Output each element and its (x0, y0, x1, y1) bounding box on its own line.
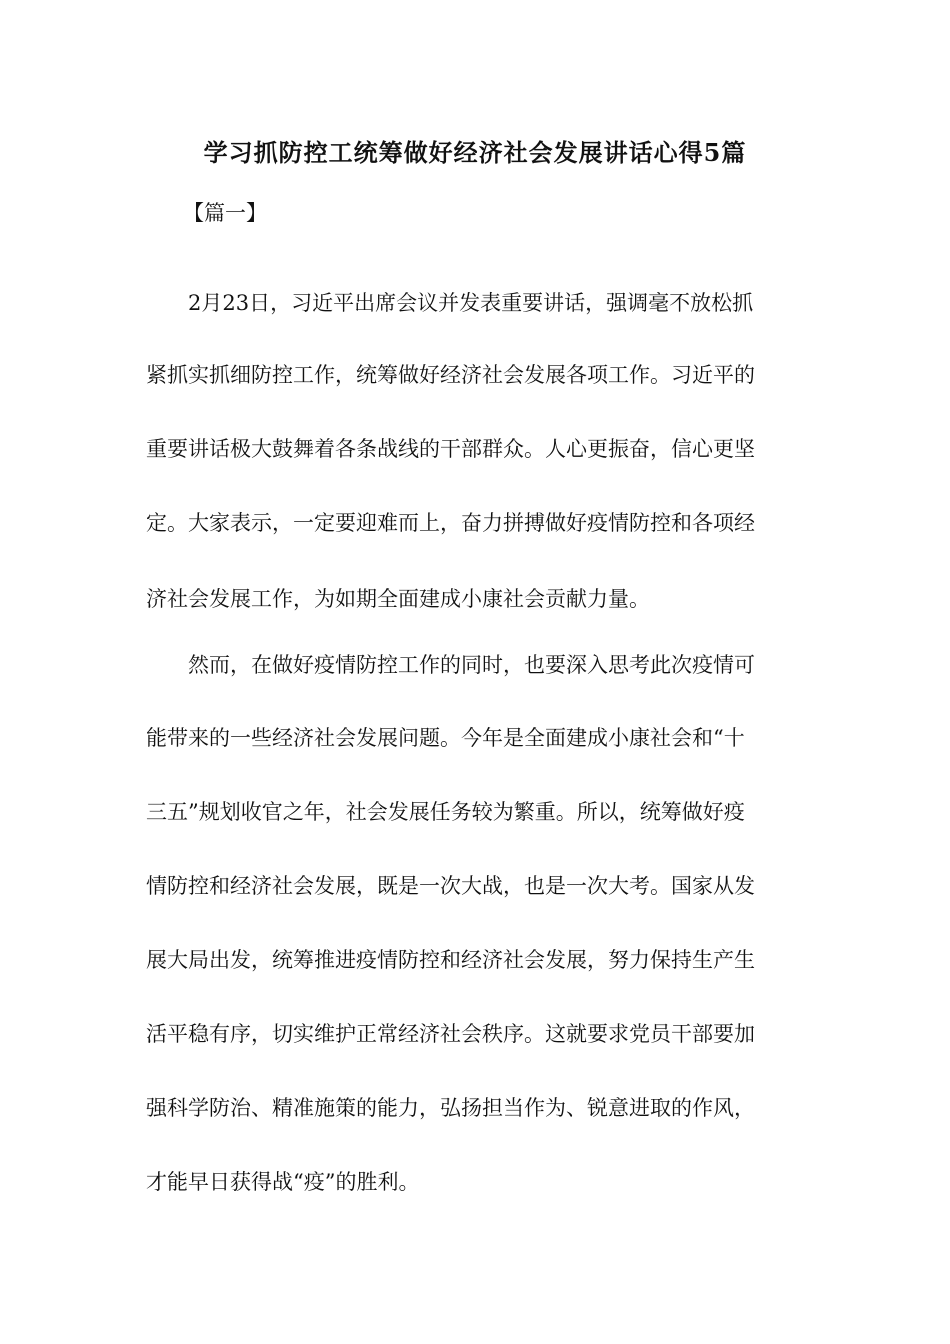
document-title: 学习抓防控工统筹做好经济社会发展讲话心得5篇 (203, 138, 747, 167)
paragraph-2-line-3: 三五”规划收官之年，社会发展任务较为繁重。所以，统筹做好疫 (146, 800, 745, 824)
paragraph-2-line-4: 情防控和经济社会发展，既是一次大战，也是一次大考。国家从发 (146, 874, 755, 898)
paragraph-1-line-2: 紧抓实抓细防控工作，统筹做好经济社会发展各项工作。习近平的 (146, 363, 755, 387)
paragraph-2-line-7: 强科学防治、精准施策的能力，弘扬担当作为、锐意进取的作风， (146, 1096, 755, 1120)
paragraph-1-line-5: 济社会发展工作，为如期全面建成小康社会贡献力量。 (146, 587, 650, 611)
paragraph-2-line-1: 然而，在做好疫情防控工作的同时，也要深入思考此次疫情可 (188, 653, 755, 677)
paragraph-2-line-8: 才能早日获得战“疫”的胜利。 (146, 1170, 420, 1194)
section-label: 【篇一】 (183, 201, 267, 225)
paragraph-1-line-1: 2月23日，习近平出席会议并发表重要讲话，强调毫不放松抓 (188, 291, 754, 315)
paragraph-2-line-2: 能带来的一些经济社会发展问题。今年是全面建成小康社会和“十 (146, 726, 745, 750)
paragraph-2-line-6: 活平稳有序，切实维护正常经济社会秩序。这就要求党员干部要加 (146, 1022, 755, 1046)
paragraph-1-line-4: 定。大家表示，一定要迎难而上，奋力拼搏做好疫情防控和各项经 (146, 511, 755, 535)
paragraph-1-line-3: 重要讲话极大鼓舞着各条战线的干部群众。人心更振奋，信心更坚 (146, 437, 755, 461)
paragraph-2-line-5: 展大局出发，统筹推进疫情防控和经济社会发展，努力保持生产生 (146, 948, 755, 972)
